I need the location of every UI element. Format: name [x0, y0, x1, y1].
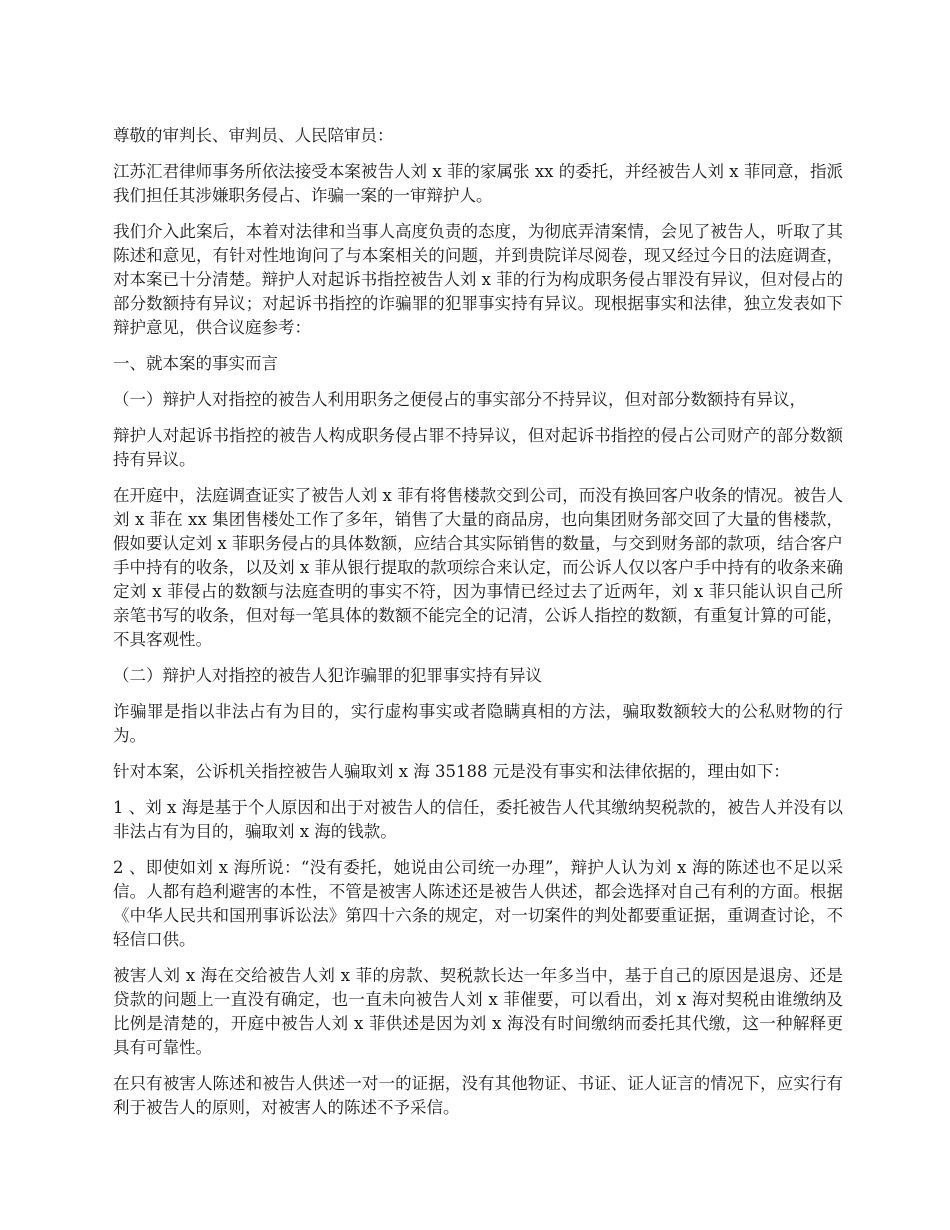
- subsection-heading-embezzlement: （一）辩护人对指控的被告人利用职务之便侵占的事实部分不持异议，但对部分数额持有异议，: [113, 390, 806, 409]
- subsection-heading-fraud: （二）辩护人对指控的被告人犯诈骗罪的犯罪事实持有异议: [113, 666, 542, 685]
- paragraph-reason-2: 2 、即使如刘 x 海所说：“没有委托，她说由公司统一办理”，辩护人认为刘 x 海的陈述也不足以采信。人都有趋利避害的本性，不管是被害人陈述还是被告人供述，都会选择对自己有利的方面。根据《中华人民共和国刑事诉讼法》第四十六条的规定，对一切案件的判处都要重证据，重调查讨论，不轻信口供。: [113, 858, 843, 949]
- greeting: 尊敬的审判长、审判员、人民陪审员：: [113, 126, 394, 145]
- paragraph-conclusion: 在只有被害人陈述和被告人供述一对一的证据，没有其他物证、书证、证人证言的情况下，应实行有利于被告人的原则，对被害人的陈述不予采信。: [113, 1074, 843, 1117]
- paragraph-embezzlement-details: 在开庭中，法庭调查证实了被告人刘 x 菲有将售楼款交到公司，而没有换回客户收条的情况。被告人刘 x 菲在 xx 集团售楼处工作了多年，销售了大量的商品房，也向集团财务部交回了大量的售楼款，假如要认定刘 x 菲职务侵占的具体数额，应结合其实际销售的数量，与交到财务部的款项，结合客户手中持有的收条，以及刘 x 菲从银行提取的款项综合来认定，而公诉人仅以客户手中持有的收条来确定刘 x 菲侵占的数额与法庭查明的事实不符，因为事情已经过去了近两年，刘 x 菲只能认识自己所亲笔书写的收条，但对每一笔具体的数额不能完全的记清，公诉人指控的数额，有重复计算的可能，不具客观性。: [113, 486, 843, 649]
- paragraph-intro: 江苏汇君律师事务所依法接受本案被告人刘 x 菲的家属张 xx 的委托，并经被告人刘 x 菲同意，指派我们担任其涉嫌职务侵占、诈骗一案的一审辩护人。: [113, 162, 843, 205]
- paragraph-fraud-definition: 诈骗罪是指以非法占有为目的，实行虚构事实或者隐瞒真相的方法，骗取数额较大的公私财物的行为。: [113, 702, 843, 745]
- paragraph-overview: 我们介入此案后，本着对法律和当事人高度负责的态度，为彻底弄清案情，会见了被告人，听取了其陈述和意见，有针对性地询问了与本案相关的问题，并到贵院详尽阅卷，现又经过今日的法庭调查，对本案已十分清楚。辩护人对起诉书指控被告人刘 x 菲的行为构成职务侵占罪没有异议，但对侵占的部分数额持有异议；对起诉书指控的诈骗罪的犯罪事实持有异议。现根据事实和法律，独立发表如下辩护意见，供合议庭参考：: [113, 222, 843, 337]
- paragraph-victim-analysis: 被害人刘 x 海在交给被告人刘 x 菲的房款、契税款长达一年多当中，基于自己的原因是退房、还是贷款的问题上一直没有确定，也一直未向被告人刘 x 菲催要，可以看出，刘 x 海对契税由谁缴纳及比例是清楚的，开庭中被告人刘 x 菲供述是因为刘 x 海没有时间缴纳而委托其代缴，这一种解释更具有可靠性。: [113, 966, 843, 1057]
- document-body: [113, 124, 843, 1132]
- paragraph-embezzlement-position: 辩护人对起诉书指控的被告人构成职务侵占罪不持异议，但对起诉书指控的侵占公司财产的部分数额持有异议。: [113, 426, 843, 469]
- section-heading-facts: 一、就本案的事实而言: [113, 354, 278, 373]
- paragraph-fraud-charge: 针对本案，公诉机关指控被告人骗取刘 x 海 35188 元是没有事实和法律依据的，理由如下：: [113, 762, 790, 781]
- paragraph-reason-1: 1 、刘 x 海是基于个人原因和出于对被告人的信任，委托被告人代其缴纳契税款的，被告人并没有以非法占有为目的，骗取刘 x 海的钱款。: [113, 798, 843, 841]
